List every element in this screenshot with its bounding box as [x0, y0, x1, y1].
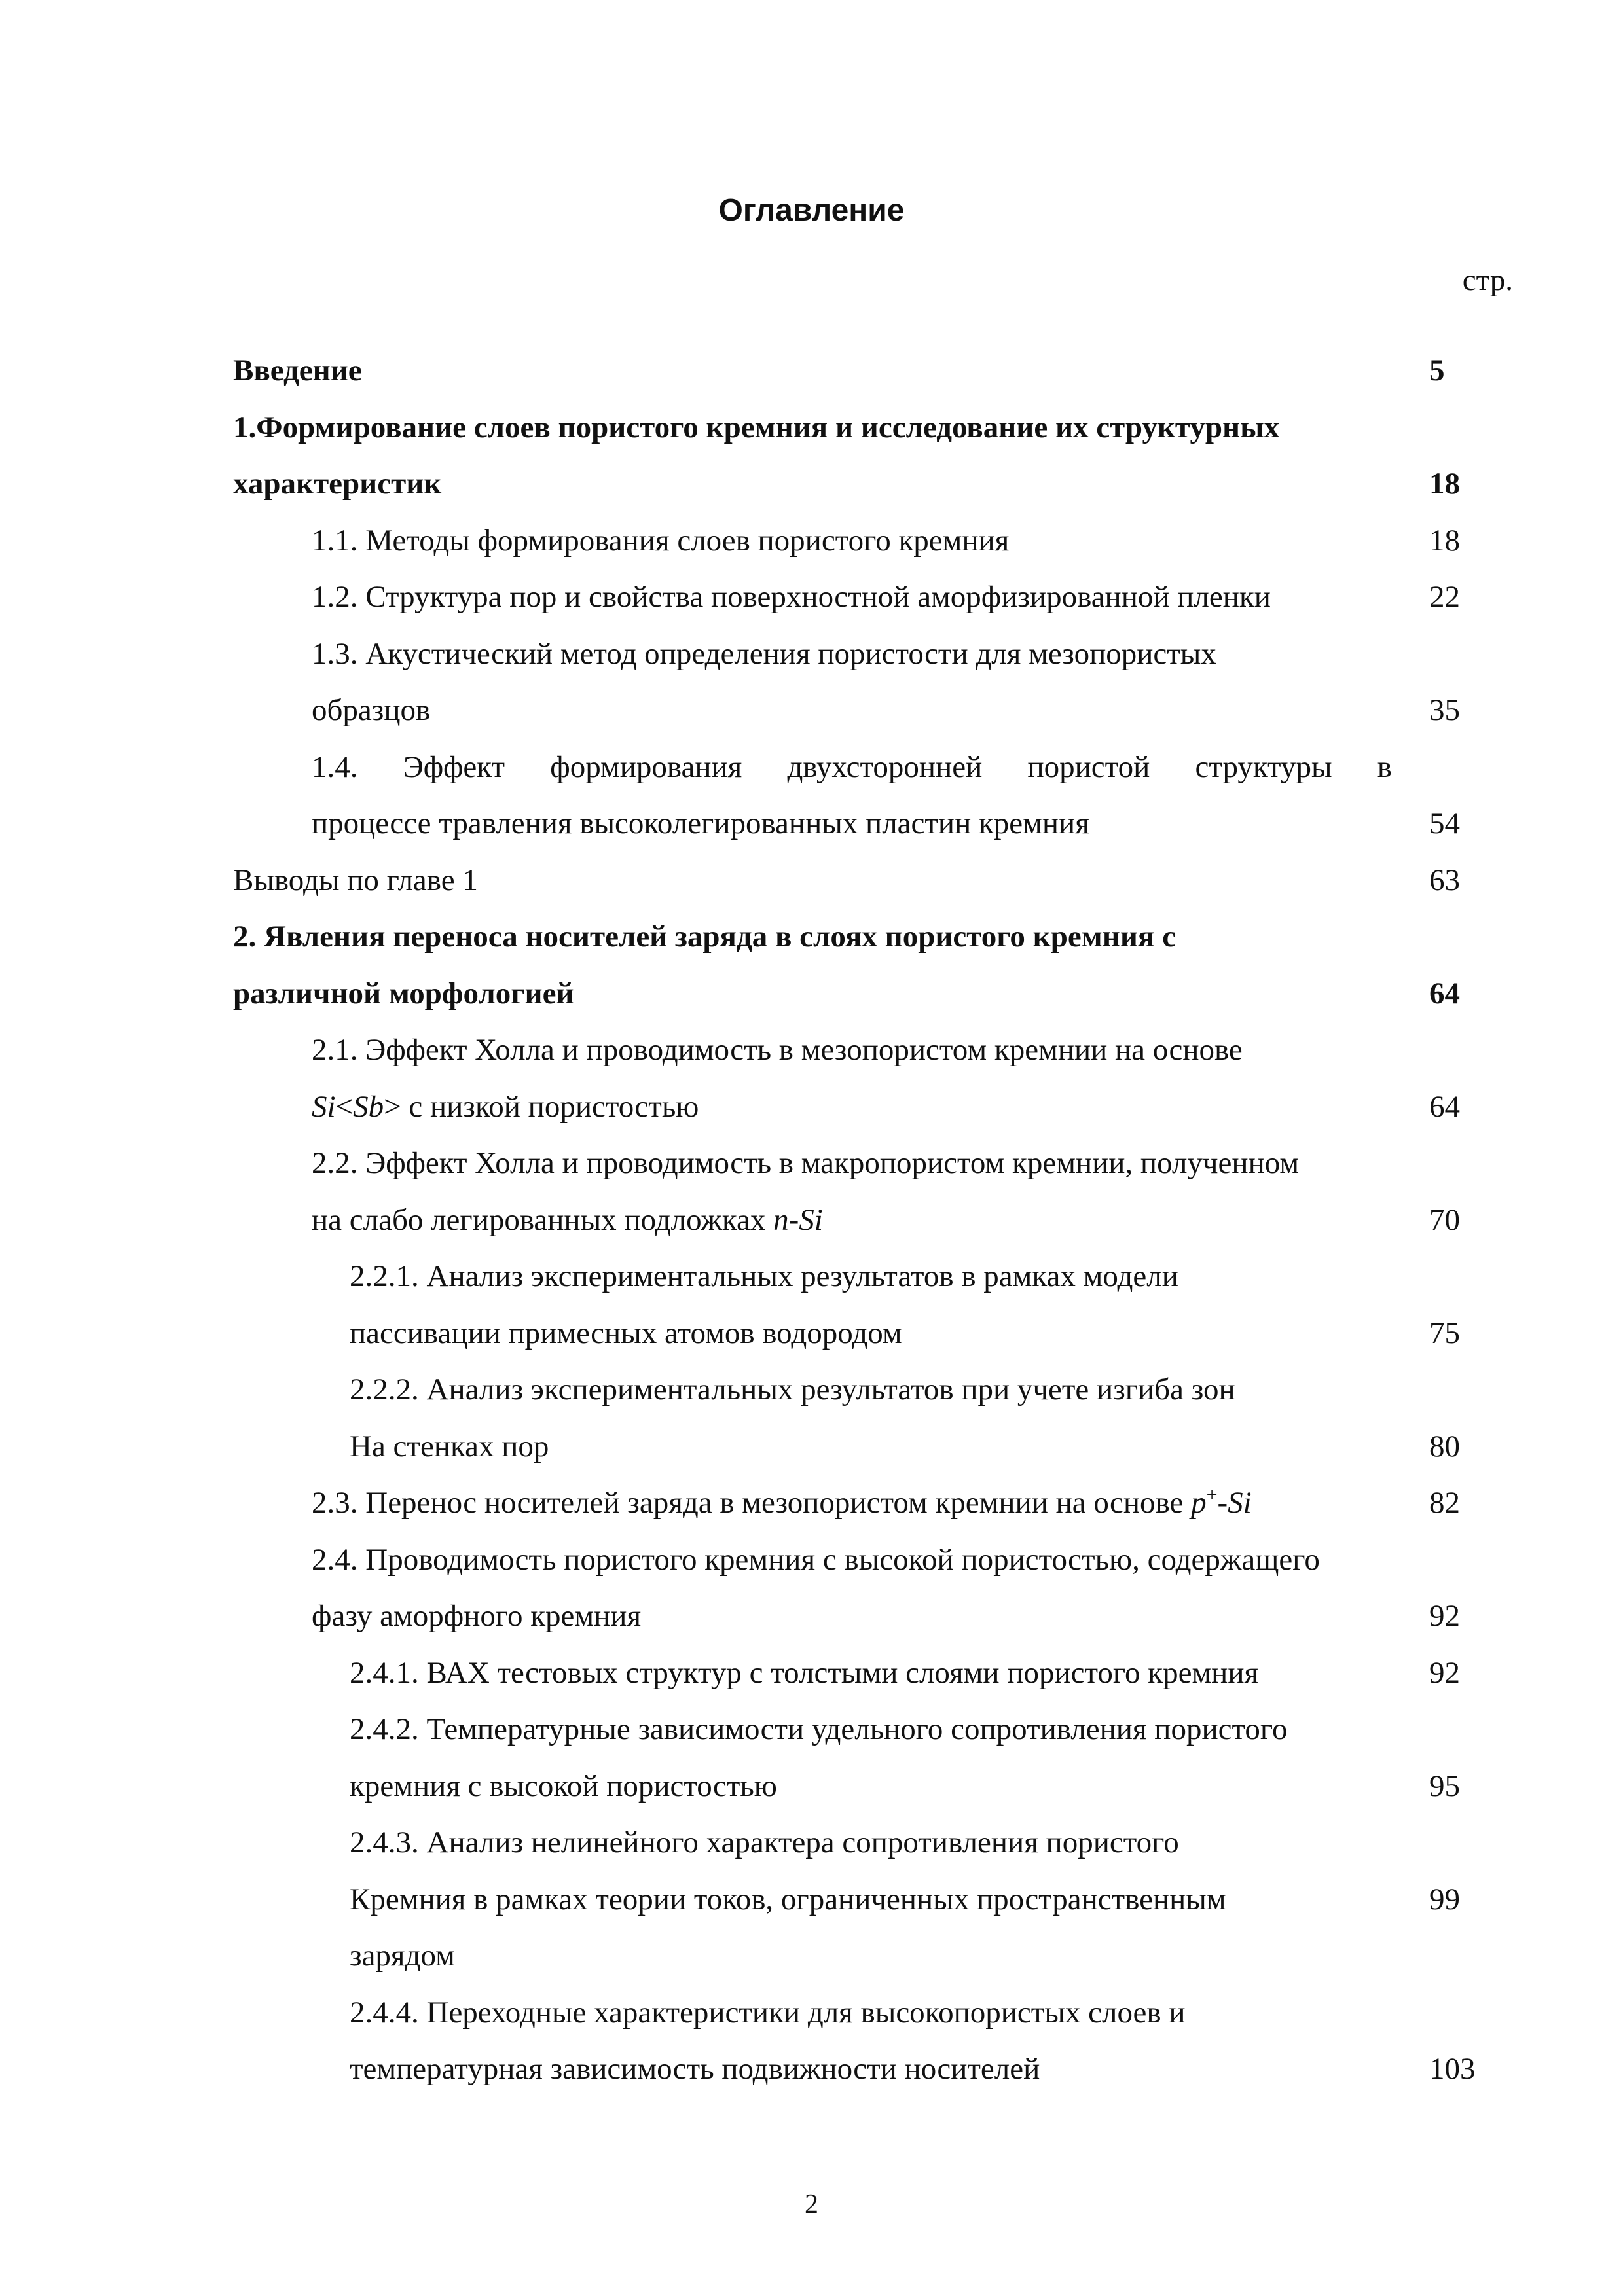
toc-entry-page: 18: [1429, 467, 1460, 501]
toc-entry-page: 92: [1429, 1599, 1460, 1633]
formula-si-tail: -Si: [1217, 1486, 1252, 1520]
toc-entry[interactable]: [233, 855, 1473, 912]
toc-entry-text: пассивации примесных атомов водородом: [350, 1316, 902, 1350]
toc-entry[interactable]: [233, 1195, 1473, 1252]
formula-n-si: n-Si: [773, 1202, 823, 1237]
formula-gt: >: [384, 1089, 401, 1124]
toc-entry[interactable]: [233, 2044, 1476, 2101]
toc-entry-text: различной морфологией: [233, 976, 574, 1011]
toc-entry[interactable]: [233, 1591, 1473, 1648]
toc-entry-text: 2.1. Эффект Холла и проводимость в мезопористом кремнии на основе: [312, 1033, 1243, 1067]
toc-entry-page: 99: [1429, 1882, 1460, 1916]
toc-entry[interactable]: [233, 1931, 1473, 1988]
toc-entry-text: 2.2.2. Анализ экспериментальных результатов при учете изгиба зон: [350, 1372, 1235, 1407]
toc-entry[interactable]: [233, 912, 1473, 969]
toc-entry-text: Кремния в рамках теории токов, ограниченных пространственным: [350, 1882, 1226, 1916]
toc-entry-text: образцов: [312, 693, 431, 727]
toc-entry-text-rest: с низкой пористостью: [401, 1089, 699, 1124]
toc-entry-text: [312, 1200, 823, 1240]
toc-entry-page: 54: [1429, 806, 1460, 840]
formula-plus: +: [1206, 1484, 1218, 1505]
toc-entry[interactable]: [233, 1761, 1473, 1818]
toc-entry[interactable]: [233, 1251, 1473, 1308]
page-number: 2: [805, 2189, 818, 2219]
toc-entry-text: 1.4. Эффект формирования двухсторонней пористой структуры в: [312, 749, 1392, 784]
toc-entry-text: На стенках пор: [350, 1429, 549, 1463]
toc-entry-text: [312, 1087, 699, 1126]
toc-entry-page: 35: [1429, 693, 1460, 727]
toc-entry-page: 70: [1429, 1202, 1460, 1237]
toc-entry-page: 22: [1429, 580, 1460, 614]
toc-entry-page: 92: [1429, 1655, 1460, 1690]
toc-entry-text: процессе травления высоколегированных пластин кремния: [312, 806, 1089, 840]
page-title: Оглавление: [718, 193, 905, 228]
formula-si: Si: [312, 1089, 336, 1124]
toc-entry[interactable]: [233, 403, 1473, 459]
toc-entry[interactable]: [233, 1818, 1473, 1874]
toc-entry-text: температурная зависимость подвижности носителей: [350, 2052, 1040, 2086]
toc-entry-text: фазу аморфного кремния: [312, 1599, 642, 1633]
toc-entry[interactable]: [233, 969, 1473, 1026]
toc-entry-text: Введение: [233, 353, 362, 387]
toc-entry-page: 82: [1429, 1486, 1460, 1520]
toc-entry-text: зарядом: [350, 1939, 455, 1973]
formula-sb: Sb: [353, 1089, 384, 1124]
table-of-contents: [233, 346, 1476, 2101]
toc-entry-page: 80: [1429, 1429, 1460, 1463]
toc-entry[interactable]: [233, 572, 1473, 629]
toc-entry-text: 2.4.1. ВАХ тестовых структур с толстыми слоями пористого кремния: [350, 1655, 1259, 1690]
formula-p: p: [1191, 1486, 1207, 1520]
toc-entry-text: 2.2. Эффект Холла и проводимость в макропористом кремнии, полученном: [312, 1146, 1300, 1180]
toc-entry[interactable]: [233, 1478, 1473, 1535]
toc-entry-page: 18: [1429, 523, 1460, 558]
toc-entry[interactable]: [233, 742, 1473, 799]
toc-entry-page: 64: [1429, 976, 1460, 1011]
toc-entry[interactable]: [233, 516, 1473, 573]
toc-entry[interactable]: [233, 1874, 1473, 1931]
toc-entry-text: 1.1. Методы формирования слоев пористого кремния: [312, 523, 1010, 558]
toc-entry-page: 63: [1429, 863, 1460, 897]
page-column-label: стр.: [1462, 263, 1513, 297]
toc-entry[interactable]: [233, 346, 1473, 403]
toc-entry[interactable]: [233, 1704, 1473, 1761]
toc-entry-page: 95: [1429, 1768, 1460, 1803]
toc-entry-text: 2.4. Проводимость пористого кремния с высокой пористостью, содержащего: [312, 1542, 1320, 1577]
toc-entry[interactable]: [233, 1138, 1473, 1195]
toc-entry-text: 1.Формирование слоев пористого кремния и исследование их структурных: [233, 410, 1280, 444]
toc-entry-page: 5: [1429, 353, 1445, 387]
toc-entry[interactable]: [233, 1025, 1473, 1082]
toc-entry[interactable]: [233, 629, 1473, 686]
toc-entry-text: 2.4.4. Переходные характеристики для высокопористых слоев и: [350, 1995, 1186, 2030]
toc-entry[interactable]: [233, 1308, 1473, 1365]
toc-entry-text: Выводы по главе 1: [233, 863, 478, 897]
toc-entry[interactable]: [233, 798, 1473, 855]
toc-entry-text: кремния с высокой пористостью: [350, 1768, 777, 1803]
toc-entry-text-main: на слабо легированных подложках: [312, 1202, 774, 1237]
toc-entry-text: 2. Явления переноса носителей заряда в слоях пористого кремния с: [233, 920, 1176, 954]
toc-entry[interactable]: [233, 1365, 1473, 1422]
toc-entry-page: 64: [1429, 1089, 1460, 1124]
toc-entry[interactable]: [233, 1422, 1473, 1479]
toc-entry-text: 1.3. Акустический метод определения пористости для мезопористых: [312, 636, 1216, 671]
toc-entry[interactable]: [233, 1648, 1473, 1705]
formula-lt: <: [335, 1089, 354, 1124]
toc-entry-text: 1.2. Структура пор и свойства поверхностной аморфизированной пленки: [312, 580, 1271, 614]
toc-entry-text: 2.2.1. Анализ экспериментальных результатов в рамках модели: [350, 1259, 1178, 1293]
toc-entry-text: 2.4.3. Анализ нелинейного характера сопротивления пористого: [350, 1825, 1179, 1859]
toc-entry-text-main: 2.3. Перенос носителей заряда в мезопористом кремнии на основе: [312, 1486, 1192, 1520]
toc-entry-page: 103: [1429, 2052, 1476, 2086]
toc-entry-text: [312, 1483, 1252, 1522]
toc-entry[interactable]: [233, 1535, 1473, 1592]
toc-entry-text: 2.4.2. Температурные зависимости удельного сопротивления пористого: [350, 1712, 1288, 1746]
toc-entry-page: 75: [1429, 1316, 1460, 1350]
toc-entry[interactable]: [233, 685, 1473, 742]
toc-entry-text: характеристик: [233, 467, 442, 501]
toc-entry[interactable]: [233, 1082, 1473, 1139]
toc-entry[interactable]: [233, 1988, 1473, 2045]
toc-entry[interactable]: [233, 459, 1473, 516]
